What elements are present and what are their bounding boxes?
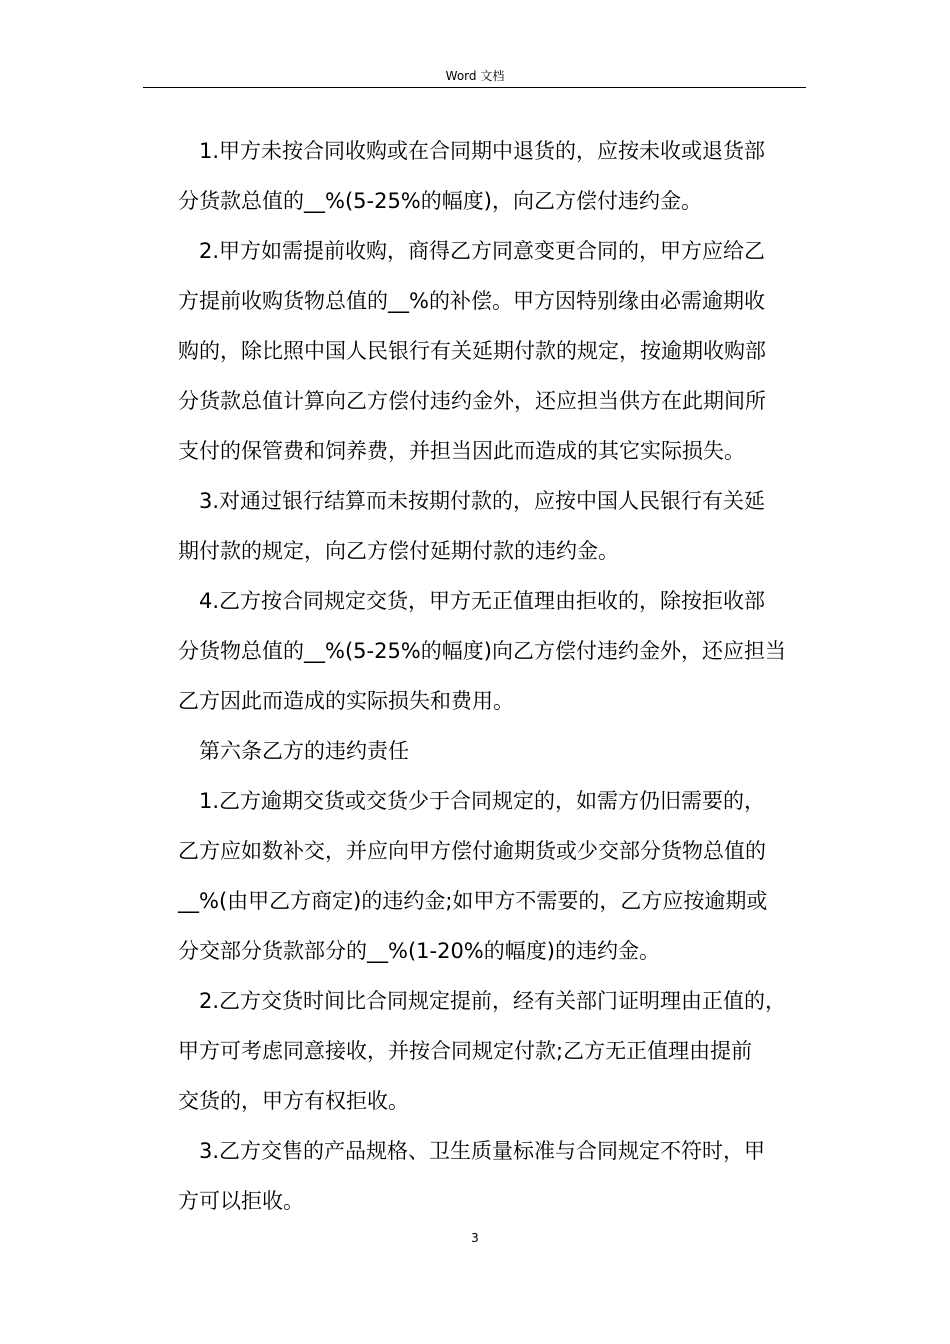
text-line: 交货的，甲方有权拒收。 [178, 1089, 409, 1113]
paragraph-2 [178, 226, 806, 476]
text-line: 乙方应如数补交，并应向甲方偿付逾期货或少交部分货物总值的 [178, 839, 766, 863]
text-line: 2.乙方交货时间比合同规定提前，经有关部门证明理由正值的， [199, 989, 787, 1013]
text-line: 分货物总值的__%(5-25%的幅度)向乙方偿付违约金外，还应担当 [178, 639, 786, 663]
paragraph-4 [178, 576, 806, 726]
text-line: 方提前收购货物总值的__%的补偿。甲方因特别缘由必需逾期收 [178, 289, 765, 313]
text-line: 3.乙方交售的产品规格、卫生质量标准与合同规定不符时，甲 [199, 1139, 766, 1163]
text-line: 2.甲方如需提前收购，商得乙方同意变更合同的，甲方应给乙 [199, 239, 766, 263]
section-heading-text: 第六条乙方的违约责任 [199, 739, 409, 763]
text-line: 分货款总值的__%(5-25%的幅度)，向乙方偿付违约金。 [178, 189, 702, 213]
text-line: 分交部分货款部分的__%(1-20%的幅度)的违约金。 [178, 939, 660, 963]
paragraph-1 [178, 126, 806, 226]
header-divider [143, 87, 806, 88]
paragraph-3 [178, 476, 806, 576]
text-line: 1.甲方未按合同收购或在合同期中退货的，应按未收或退货部 [199, 139, 766, 163]
paragraph-7 [178, 1126, 806, 1226]
text-line: 4.乙方按合同规定交货，甲方无正值理由拒收的，除按拒收部 [199, 589, 766, 613]
paragraph-5 [178, 776, 806, 976]
section-heading [178, 726, 806, 776]
text-line: 分货款总值计算向乙方偿付违约金外，还应担当供方在此期间所 [178, 389, 766, 413]
paragraph-6 [178, 976, 806, 1126]
text-line: 方可以拒收。 [178, 1189, 304, 1213]
text-line: 3.对通过银行结算而未按期付款的，应按中国人民银行有关延 [199, 489, 766, 513]
text-line: 支付的保管费和饲养费，并担当因此而造成的其它实际损失。 [178, 439, 745, 463]
text-line: 期付款的规定，向乙方偿付延期付款的违约金。 [178, 539, 619, 563]
text-line: 乙方因此而造成的实际损失和费用。 [178, 689, 514, 713]
page-number: 3 [471, 1231, 479, 1245]
text-line: 甲方可考虑同意接收，并按合同规定付款;乙方无正值理由提前 [178, 1039, 753, 1063]
text-line: 购的，除比照中国人民银行有关延期付款的规定，按逾期收购部 [178, 339, 766, 363]
document-body [178, 126, 806, 1226]
header-title: Word 文档 [445, 69, 505, 83]
text-line: 1.乙方逾期交货或交货少于合同规定的，如需方仍旧需要的， [199, 789, 766, 813]
text-line: __%(由甲乙方商定)的违约金;如甲方不需要的，乙方应按逾期或 [178, 889, 768, 913]
